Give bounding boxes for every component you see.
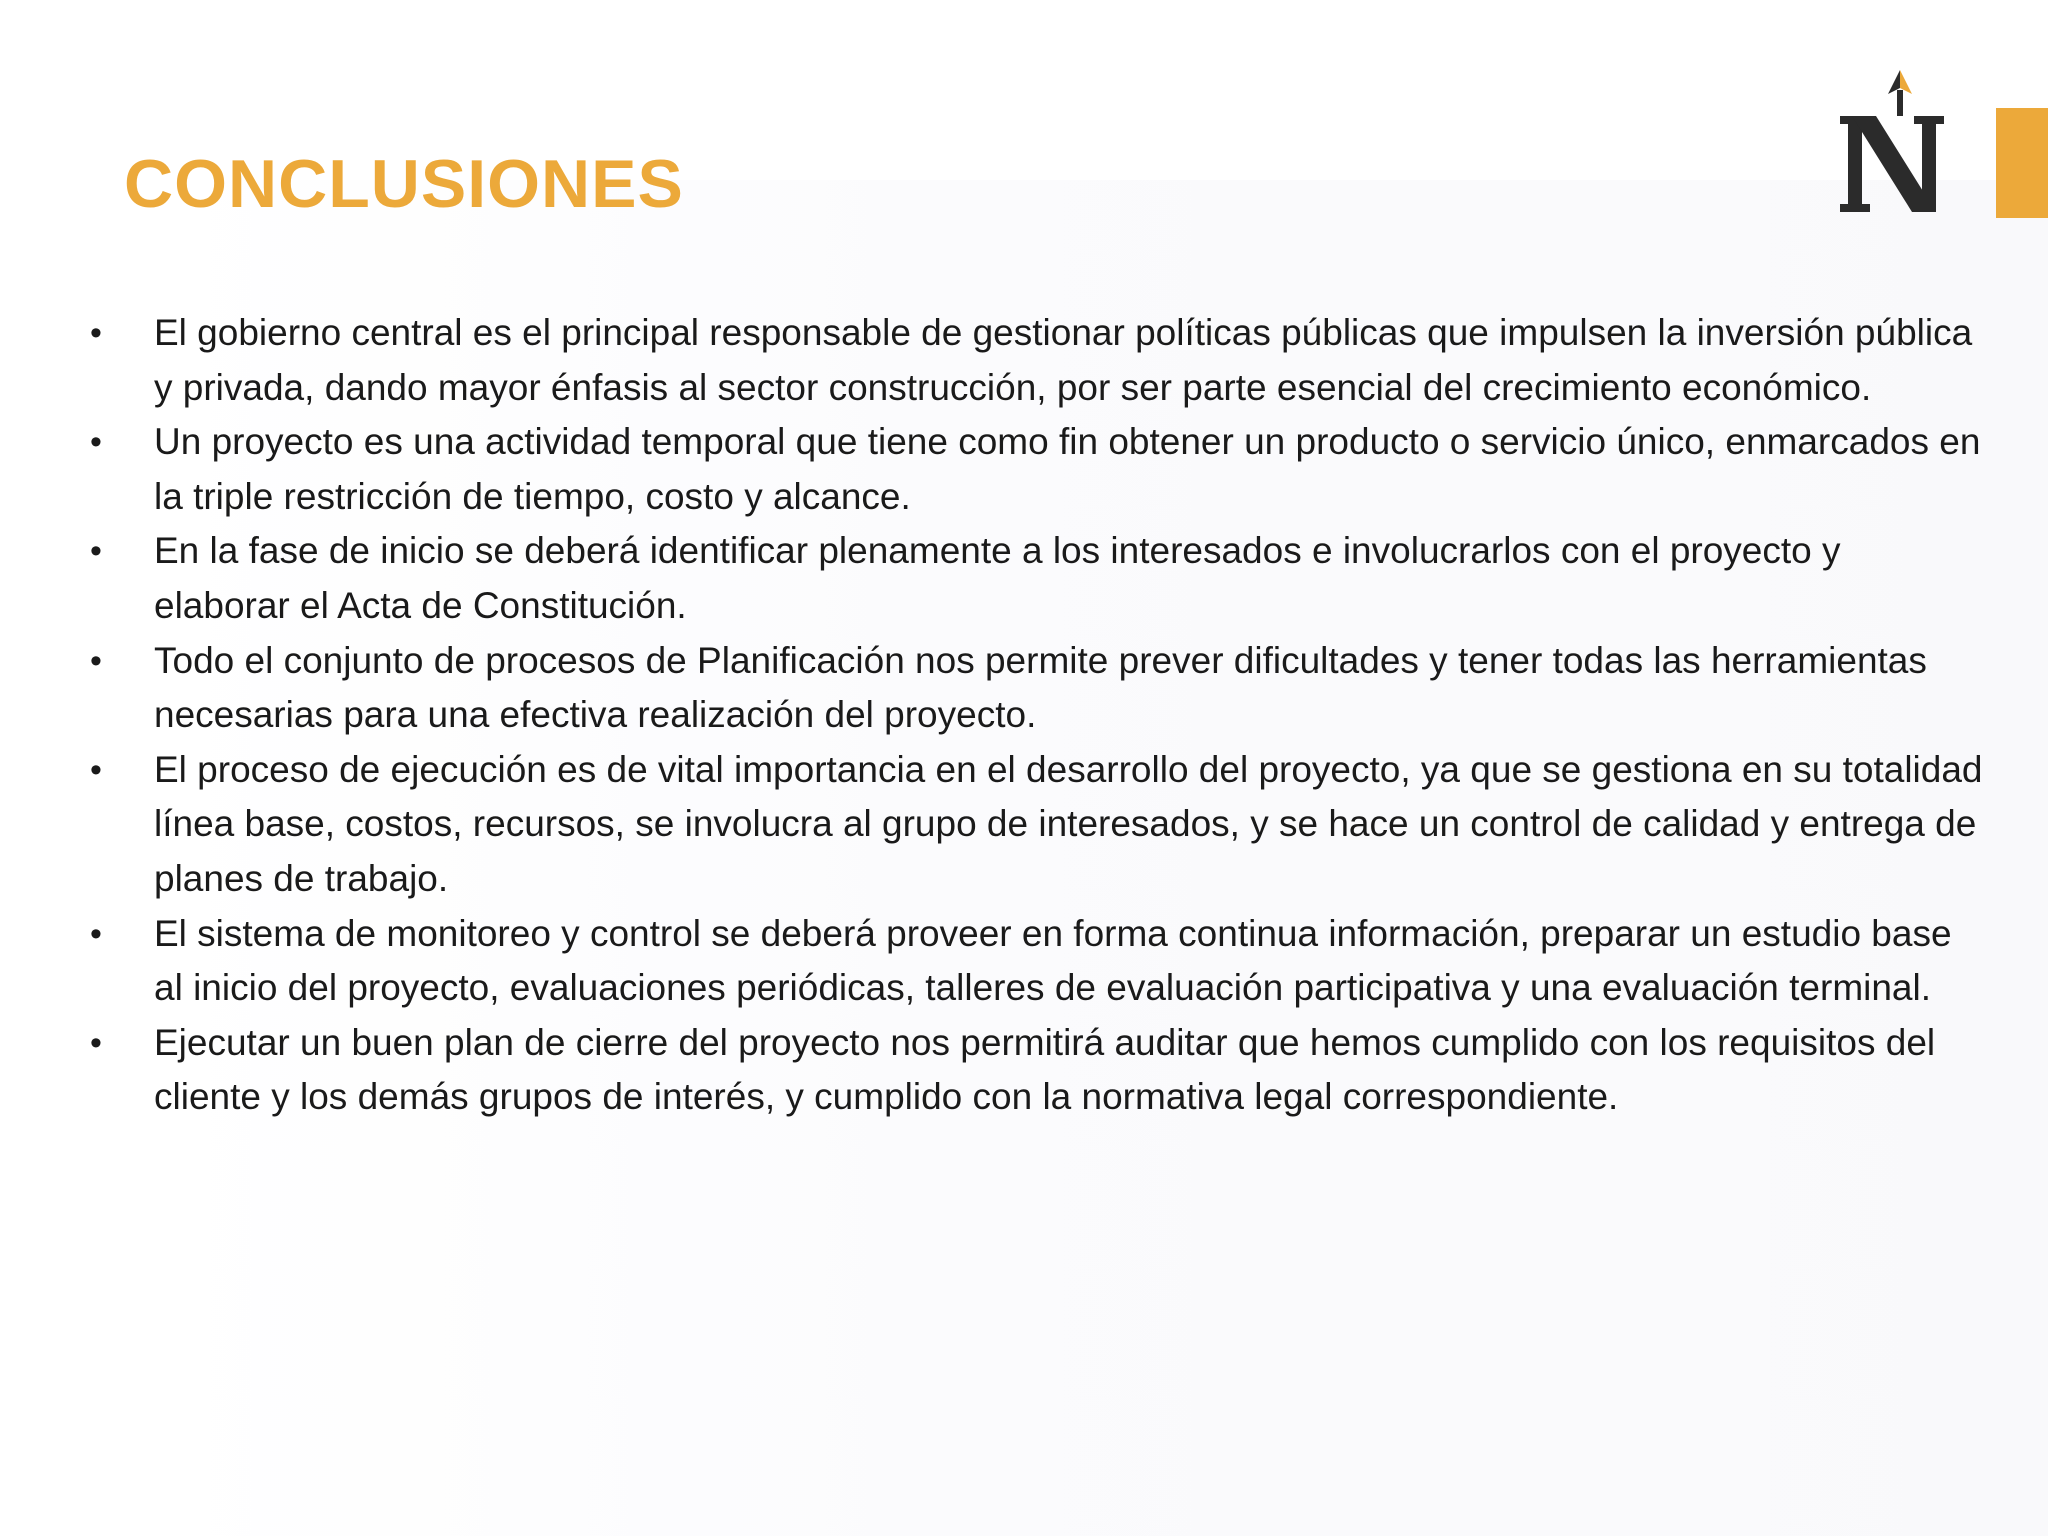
bullet-text: En la fase de inicio se deberá identificar plenamente a los interesados e involucrarlos con el proyecto y elaborar el Acta de Constitución. — [154, 530, 1841, 626]
bullet-icon: • — [90, 314, 102, 352]
list-item — [86, 743, 1986, 907]
bullet-icon: • — [90, 914, 102, 953]
list-item — [86, 306, 1986, 415]
bullet-text: El gobierno central es el principal responsable de gestionar políticas públicas que impulsen la inversión pública y privada, dando mayor énfasis al sector construcción, por ser parte esencial del crecimiento económico. — [154, 312, 1973, 408]
bullet-text: El proceso de ejecución es de vital importancia en el desarrollo del proyecto, ya que se gestiona en su totalidad línea base, costos, recursos, se involucra al grupo de interesados, y se hace un control de calidad y entrega de planes de trabajo. — [154, 748, 1983, 899]
conclusions-list — [86, 306, 1986, 1125]
bullet-icon: • — [90, 423, 102, 462]
bullet-icon: • — [90, 1023, 102, 1062]
logo-right-stem — [1922, 116, 1936, 212]
logo-left-serif-bottom — [1840, 204, 1870, 212]
bullet-text: El sistema de monitoreo y control se deberá proveer en forma continua información, preparar un estudio base al inicio del proyecto, evaluaciones periódicas, talleres de evaluación participativa y una evaluación terminal. — [154, 912, 1952, 1009]
bullet-text: Todo el conjunto de procesos de Planificación nos permite prever dificultades y tener todas las herramientas necesarias para una efectiva realización del proyecto. — [154, 639, 1927, 736]
slide-title: CONCLUSIONES — [124, 146, 684, 222]
list-item — [86, 1016, 1986, 1125]
list-item — [86, 634, 1986, 743]
logo-arrow-stem — [1897, 90, 1903, 116]
list-item — [86, 524, 1986, 633]
bullet-icon: • — [90, 532, 102, 571]
brand-logo-icon — [1840, 64, 1950, 224]
bullet-text: Ejecutar un buen plan de cierre del proyecto nos permitirá auditar que hemos cumplido con los requisitos del cliente y los demás grupos de interés, y cumplido con la normativa legal correspondiente. — [154, 1021, 1936, 1118]
bullet-text: Un proyecto es una actividad temporal que tiene como fin obtener un producto o servicio único, enmarcados en la triple restricción de tiempo, costo y alcance. — [154, 421, 1981, 517]
bullet-icon: • — [90, 750, 102, 789]
list-item — [86, 415, 1986, 524]
logo-right-serif — [1914, 116, 1944, 124]
list-item — [86, 907, 1986, 1016]
logo-left-stem — [1848, 116, 1862, 212]
bullet-icon: • — [90, 641, 102, 680]
accent-bar — [1996, 108, 2048, 218]
